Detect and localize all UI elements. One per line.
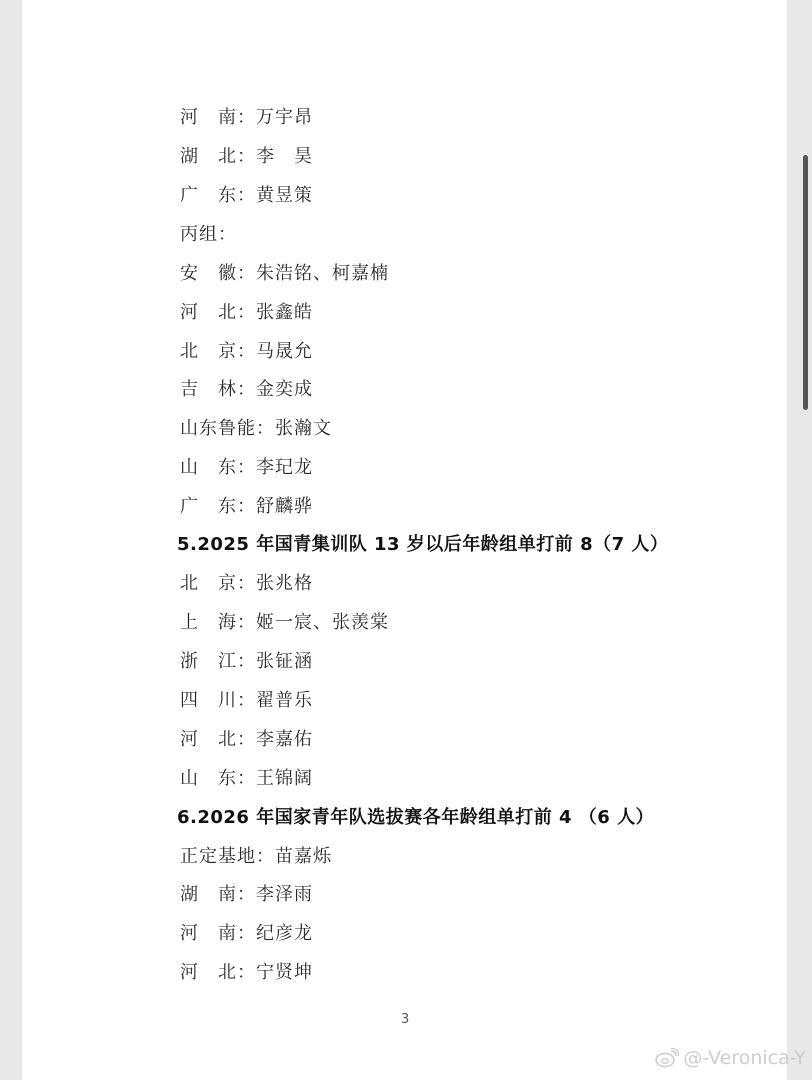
list-item: 山 东：李玘龙 <box>180 457 313 478</box>
list-item: 河 南：纪彦龙 <box>180 923 313 944</box>
list-item: 山东鲁能：张瀚文 <box>180 418 332 439</box>
page-number: 3 <box>401 1012 410 1027</box>
list-item: 广 东：舒麟骅 <box>180 496 313 517</box>
list-item: 吉 林：金奕成 <box>180 379 313 400</box>
list-item: 四 川：翟普乐 <box>180 690 313 711</box>
list-item: 北 京：张兆格 <box>180 573 313 594</box>
list-item: 广 东：黄昱策 <box>180 185 313 206</box>
list-item: 河 北：李嘉佑 <box>180 729 313 750</box>
list-item: 安 徽：朱浩铭、柯嘉楠 <box>180 263 389 284</box>
list-item: 正定基地：苗嘉烁 <box>180 846 332 867</box>
list-item: 山 东：王锦阔 <box>180 768 313 789</box>
weibo-icon <box>655 1048 679 1068</box>
list-item: 湖 南：李泽雨 <box>180 884 313 905</box>
list-item: 湖 北：李 昊 <box>180 146 313 167</box>
list-item: 河 南：万宇昂 <box>180 107 313 128</box>
watermark <box>655 1047 806 1069</box>
group-label: 丙组： <box>180 224 237 245</box>
document-page <box>22 0 787 1080</box>
list-item: 河 北：宁贤坤 <box>180 962 313 983</box>
list-item: 浙 江：张钲涵 <box>180 651 313 672</box>
list-item: 河 北：张鑫皓 <box>180 302 313 323</box>
list-item: 上 海：姬一宸、张羡棠 <box>180 612 389 633</box>
section-heading: 6.2026 年国家青年队选拔赛各年龄组单打前 4 （6 人） <box>177 807 655 828</box>
section-heading: 5.2025 年国青集训队 13 岁以后年龄组单打前 8（7 人） <box>177 534 669 555</box>
watermark-text: @-Veronica-Y <box>683 1047 806 1069</box>
list-item: 北 京：马晟允 <box>180 341 313 362</box>
scrollbar[interactable] <box>803 155 808 410</box>
